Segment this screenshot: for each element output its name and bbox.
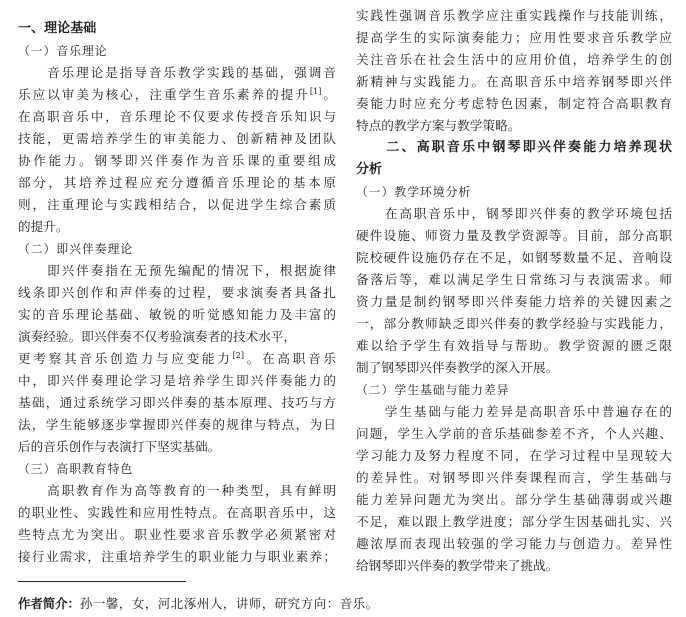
text-line-body: 一，部分教师缺乏即兴伴奏的教学经验与实践能力，: [356, 316, 672, 331]
text-line: [18, 106, 336, 128]
text-line: [356, 445, 672, 467]
text-line-body: 线条即兴创作和声伴奏的过程，要求演奏者具备扎: [18, 285, 336, 300]
text-line-body: 法，学生能够逐步掌握即兴伴奏的规律与特点，为日: [18, 417, 336, 432]
text-line-body: 学习能力及努力程度不同，在学习过程中呈现较大: [356, 448, 672, 463]
text-line-body: 提高学生的实际演奏能力；应用性要求音乐教学应: [356, 30, 672, 45]
text-line-body: 则，注重理论与实践相结合，以促进学生综合素质: [18, 197, 336, 212]
text-line: [356, 533, 672, 555]
text-line-body: （一）音乐理论: [18, 44, 108, 58]
text-line-body: 部分，其培养过程应充分遵循音乐理论的基本原: [18, 175, 336, 190]
text-line: [356, 269, 672, 291]
text-line: [356, 401, 672, 423]
text-line: [356, 203, 672, 225]
section-heading: [18, 40, 336, 62]
text-line: [18, 370, 336, 392]
text-line: [356, 225, 672, 247]
text-line-body: 制了钢琴即兴伴奏教学的深入开展。: [356, 360, 559, 375]
text-line-body: 的提升。: [18, 219, 69, 234]
text-line: [18, 480, 336, 502]
text-line: [18, 304, 336, 326]
text-line: [18, 216, 336, 238]
section-heading: [18, 18, 336, 40]
text-line-tail: 。在高职音乐: [244, 351, 336, 366]
text-line-tail: 。: [321, 87, 337, 102]
section-heading: [356, 379, 672, 401]
text-line: [18, 392, 336, 414]
text-line: [18, 436, 336, 458]
text-line-body: 高职教育作为高等教育的一种类型，具有鲜明: [18, 483, 336, 498]
text-line-body: 即兴伴奏指在无预先编配的情况下，根据旋律: [18, 263, 336, 278]
text-line-body: 资力量是制约钢琴即兴伴奏能力培养的关键因素之: [356, 294, 672, 309]
text-line-body: 的职业性、实践性和应用性特点。在高职音乐中，这: [18, 505, 336, 520]
text-line-body: 接行业需求，注重培养学生的职业能力与职业素养；: [18, 549, 336, 564]
text-line-body: （二）学生基础与能力差异: [356, 383, 510, 397]
text-line: [18, 128, 336, 150]
text-line-body: 能力差异问题尤为突出。部分学生基础薄弱或兴趣: [356, 492, 672, 507]
text-line-body: 关注音乐在社会生活中的应用价值，培养学生的创: [356, 52, 672, 67]
text-line-body: 音乐理论是指导音乐教学实践的基础，强调音: [18, 65, 336, 80]
text-line-body: 演奏经验。即兴伴奏不仅考验演奏者的技术水平，: [18, 329, 297, 344]
text-line-body: 新精神与实践能力。在高职音乐中培养钢琴即兴伴: [356, 74, 672, 89]
text-line: [356, 335, 672, 357]
text-line-body: 学生基础与能力差异是高职音乐中普遍存在的: [356, 404, 672, 419]
text-line: [356, 357, 672, 379]
text-line-body: 更考察其音乐创造力与应变能力: [18, 351, 233, 366]
text-line-body: 技能，更需培养学生的审美能力、创新精神及团队: [18, 131, 336, 146]
section-heading: [356, 137, 672, 159]
text-line: [18, 62, 336, 84]
text-line: [18, 326, 336, 348]
text-line-body: 中，即兴伴奏理论学习是培养学生即兴伴奏能力的: [18, 373, 336, 388]
section-heading: [356, 181, 672, 203]
text-line-body: 些特点尤为突出。职业性要求音乐教学必须紧密对: [18, 527, 336, 542]
text-line: [18, 150, 336, 172]
text-line: [356, 247, 672, 269]
text-line-body: 基础，通过系统学习即兴伴奏的基本原理、技巧与方: [18, 395, 336, 410]
text-line: [356, 93, 672, 115]
text-line: [356, 115, 672, 137]
text-line-body: 实的音乐理论基础、敏锐的听觉感知能力及丰富的: [18, 307, 336, 322]
text-line: [18, 524, 336, 546]
author-bio-label: 作者简介：: [18, 596, 80, 611]
text-line-body: 不足，难以跟上教学进度；部分学生因基础扎实、兴: [356, 514, 672, 529]
text-line-body: 备落后等，难以满足学生日常练习与表演需求。师: [356, 272, 672, 287]
text-line: [18, 414, 336, 436]
text-line-body: （二）即兴伴奏理论: [18, 242, 134, 256]
text-line-body: 协作能力。钢琴即兴伴奏作为音乐课的重要组成: [18, 153, 336, 168]
text-line-body: （一）教学环境分析: [356, 185, 472, 199]
text-line: [18, 260, 336, 282]
text-line-body: 硬件设施、师资力量及教学资源等。目前，部分高职: [356, 228, 672, 243]
text-line: [356, 489, 672, 511]
text-line: [18, 546, 336, 568]
text-line: [356, 71, 672, 93]
text-line-body: 的差异性。对钢琴即兴伴奏课程而言，学生基础与: [356, 470, 672, 485]
text-line-body: 特点的教学方案与教学策略。: [356, 118, 521, 133]
section-heading: [18, 458, 336, 480]
text-line: [18, 194, 336, 216]
text-line-body: 分析: [356, 162, 383, 177]
text-line-body: 乐应以审美为核心，注重学生音乐素养的提升: [18, 87, 310, 102]
text-line-body: 院校硬件设施仍存在不足，如钢琴数量不足、音响设: [356, 250, 672, 265]
text-line-body: （三）高职教育特色: [18, 462, 134, 476]
section-heading: [356, 159, 672, 181]
text-line: [18, 502, 336, 524]
citation-marker: [1]: [309, 86, 322, 96]
footnote-rule: [18, 581, 186, 582]
text-line-body: 趣浓厚而表现出较强的学习能力与创造力。差异性: [356, 536, 672, 551]
text-line: [356, 467, 672, 489]
text-line: [356, 555, 672, 577]
author-bio: [18, 594, 379, 614]
text-line: [18, 172, 336, 194]
text-line-body: 难以给予学生有效指导与帮助。教学资源的匮乏限: [356, 338, 672, 353]
text-line: [18, 348, 336, 370]
author-bio-text: 孙一馨，女，河北涿州人，讲师，研究方向：音乐。: [79, 596, 379, 611]
text-line-body: 奏能力时应充分考虑特色因素，制定符合高职教育: [356, 96, 672, 111]
text-line-body: 二、高职音乐中钢琴即兴伴奏能力培养现状: [356, 140, 672, 155]
section-heading: [18, 238, 336, 260]
text-line: [356, 423, 672, 445]
text-line: [356, 27, 672, 49]
text-line: [356, 313, 672, 335]
text-line-body: 一、理论基础: [18, 21, 97, 36]
text-line: [18, 84, 336, 106]
text-line-body: 给钢琴即兴伴奏的教学带来了挑战。: [356, 558, 559, 573]
text-line: [356, 511, 672, 533]
citation-marker: [2]: [232, 350, 245, 360]
text-line-body: 在高职音乐中，音乐理论不仅要求传授音乐知识与: [18, 109, 336, 124]
text-line-body: 后的音乐创作与表演打下坚实基础。: [18, 439, 221, 454]
text-line-body: 实践性强调音乐教学应注重实践操作与技能训练，: [356, 8, 672, 23]
text-line: [356, 49, 672, 71]
text-line-body: 在高职音乐中，钢琴即兴伴奏的教学环境包括: [356, 206, 672, 221]
text-line: [356, 291, 672, 313]
text-line: [356, 5, 672, 27]
text-line-body: 问题，学生入学前的音乐基础参差不齐，个人兴趣、: [356, 426, 672, 441]
text-line: [18, 282, 336, 304]
